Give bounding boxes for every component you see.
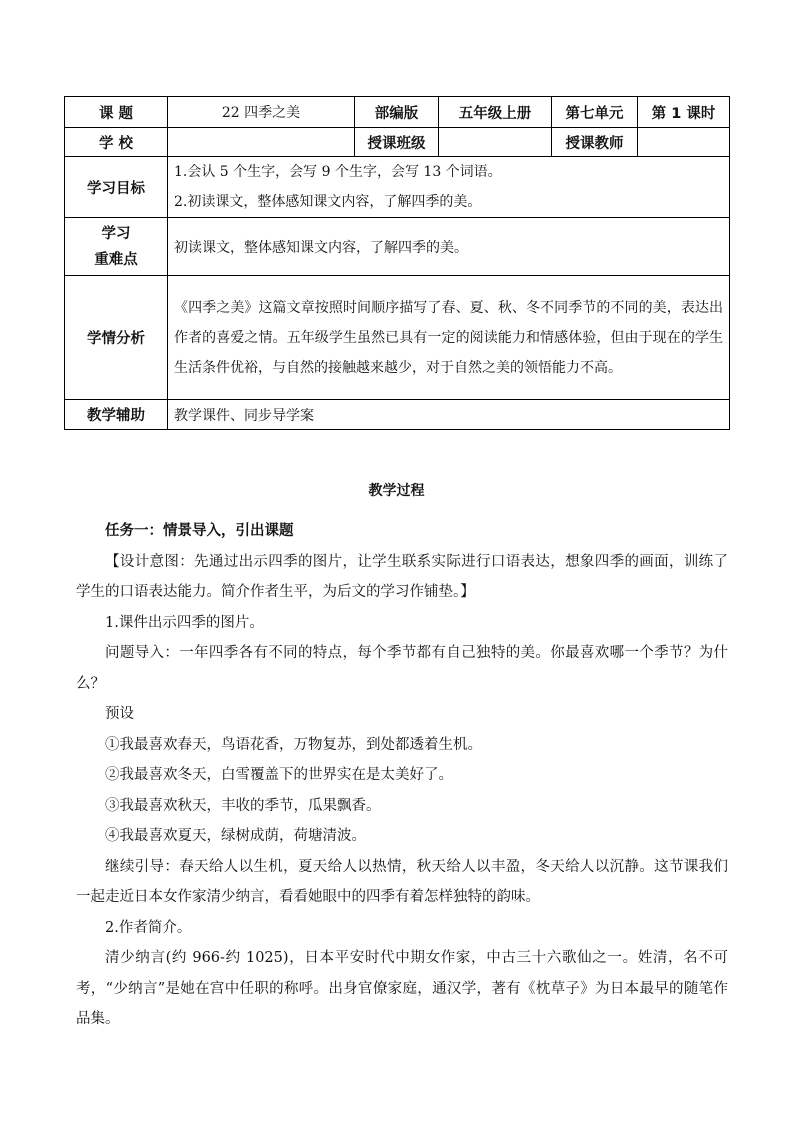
table-row bbox=[65, 157, 730, 218]
subject-value: 22 四季之美 bbox=[168, 97, 355, 128]
table-row bbox=[65, 400, 730, 430]
edition-value: 部编版 bbox=[355, 97, 439, 128]
table-row bbox=[65, 128, 730, 157]
lesson-value: 第 1 课时 bbox=[638, 97, 730, 128]
question-intro: 问题导入：一年四季各有不同的特点，每个季节都有自己独特的美。你最喜欢哪一个季节？为什么？ bbox=[76, 645, 728, 692]
key-points-text: 初读课文，整体感知课文内容，了解四季的美。 bbox=[168, 218, 730, 276]
analysis-text: 《四季之美》这篇文章按照时间顺序描写了春、夏、秋、冬不同季节的不同的美，表达出作者的喜爱之情。五年级学生虽然已具有一定的阅读能力和情感体验，但由于现在的学生生活条件优裕，与自然的接触越来越少，对于自然之美的领悟能力不高。 bbox=[168, 276, 730, 400]
key-points-label-line1: 学习 bbox=[101, 225, 131, 242]
table-row bbox=[65, 276, 730, 400]
goal-item: 1.会认 5 个生字，会写 9 个生字，会写 13 个词语。 bbox=[174, 164, 502, 180]
design-intent: 【设计意图：先通过出示四季的图片，让学生联系实际进行口语表达，想象四季的画面，训练了学生的口语表达能力。简介作者生平，为后文的学习作铺垫。】 bbox=[76, 553, 728, 600]
process-body bbox=[76, 516, 728, 1035]
grade-value: 五年级上册 bbox=[439, 97, 552, 128]
guide-paragraph: 继续引导：春天给人以生机，夏天给人以热情，秋天给人以丰盈，冬天给人以沉静。这节课我们一起走近日本女作家清少纳言，看看她眼中的四季有着怎样独特的韵味。 bbox=[76, 858, 728, 905]
table-row bbox=[65, 218, 730, 276]
teacher-value bbox=[638, 128, 730, 157]
key-points-label bbox=[65, 218, 168, 276]
table-row bbox=[65, 97, 730, 128]
step-2: 2.作者简介。 bbox=[105, 919, 192, 936]
teacher-label: 授课教师 bbox=[552, 128, 638, 157]
school-value bbox=[168, 128, 355, 157]
aids-text: 教学课件、同步导学案 bbox=[168, 400, 730, 430]
goal-item: 2.初读课文，整体感知课文内容，了解四季的美。 bbox=[174, 194, 482, 210]
author-paragraph: 清少纳言(约 966-约 1025)，日本平安时代中期女作家，中古三十六歌仙之一。姓清，名不可考，“少纳言”是她在宫中任职的称呼。出身官僚家庭，通汉学，著有《枕草子》为日本最早的随笔作品集。 bbox=[76, 950, 728, 1027]
class-label: 授课班级 bbox=[355, 128, 439, 157]
preset-item: ③我最喜欢秋天，丰收的季节，瓜果飘香。 bbox=[105, 797, 381, 814]
subject-label: 课 题 bbox=[65, 97, 168, 128]
class-value bbox=[439, 128, 552, 157]
preset-item: ④我最喜欢夏天，绿树成荫，荷塘清波。 bbox=[105, 828, 366, 844]
step-1: 1.课件出示四季的图片。 bbox=[105, 614, 264, 631]
preset-item: ②我最喜欢冬天，白雪覆盖下的世界实在是太美好了。 bbox=[105, 767, 453, 783]
task-heading: 任务一：情景导入，引出课题 bbox=[105, 523, 294, 539]
goals-content bbox=[168, 157, 730, 218]
aids-label: 教学辅助 bbox=[65, 400, 168, 430]
lesson-info-table bbox=[64, 96, 730, 430]
school-label: 学 校 bbox=[65, 128, 168, 157]
analysis-label: 学情分析 bbox=[65, 276, 168, 400]
process-title: 教学过程 bbox=[368, 483, 425, 499]
preset-label: 预设 bbox=[105, 706, 134, 722]
goals-label: 学习目标 bbox=[65, 157, 168, 218]
preset-item: ①我最喜欢春天，鸟语花香，万物复苏，到处都透着生机。 bbox=[105, 736, 482, 753]
unit-value: 第七单元 bbox=[552, 97, 638, 128]
key-points-label-line2: 重难点 bbox=[94, 251, 138, 268]
